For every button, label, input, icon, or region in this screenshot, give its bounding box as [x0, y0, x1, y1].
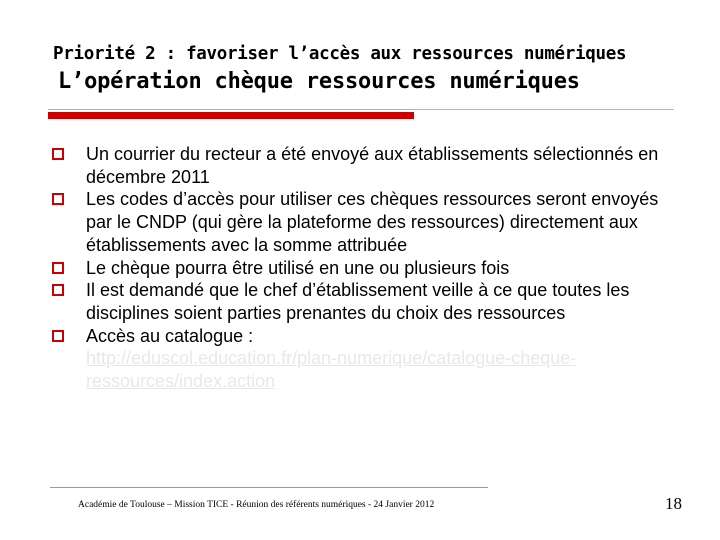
hollow-square-icon	[52, 262, 64, 274]
hollow-square-icon	[52, 193, 64, 205]
page-number: 18	[665, 494, 682, 513]
bullet-item	[52, 325, 682, 393]
title-divider	[48, 109, 674, 110]
bullet-list	[52, 143, 682, 393]
bullet-text: Le chèque pourra être utilisé en une ou plusieurs fois	[86, 257, 510, 278]
catalogue-link[interactable]: http://eduscol.education.fr/plan-numerique/catalogue-cheque-ressources/index.action	[86, 348, 577, 392]
bullet-item	[52, 257, 682, 280]
hollow-square-icon	[52, 148, 64, 160]
footer-text: Académie de Toulouse – Mission TICE - Réunion des référents numériques - 24 Janvier 2012	[78, 500, 435, 510]
bullet-item	[52, 188, 682, 256]
slide-kicker: Priorité 2 : favoriser l’accès aux ressources numériques	[53, 44, 627, 64]
bullet-item	[52, 279, 682, 324]
hollow-square-icon	[52, 284, 64, 296]
title-accent-bar	[48, 112, 414, 119]
footer-divider	[50, 487, 488, 488]
hollow-square-icon	[52, 330, 64, 342]
bullet-text: Les codes d’accès pour utiliser ces chèques ressources seront envoyés par le CNDP (qui gère la plateforme des ressources) directement aux établissements avec la somme attribuée	[86, 189, 659, 255]
bullet-text: Il est demandé que le chef d’établissement veille à ce que toutes les disciplines soient parties prenantes du choix des ressources	[86, 280, 630, 323]
bullet-item	[52, 143, 682, 188]
bullet-text: Accès au catalogue :	[86, 325, 254, 346]
slide-title: L’opération chèque ressources numériques	[58, 69, 580, 94]
bullet-text: Un courrier du recteur a été envoyé aux établissements sélectionnés en décembre 2011	[86, 144, 659, 187]
bullet-text-container	[86, 325, 676, 393]
